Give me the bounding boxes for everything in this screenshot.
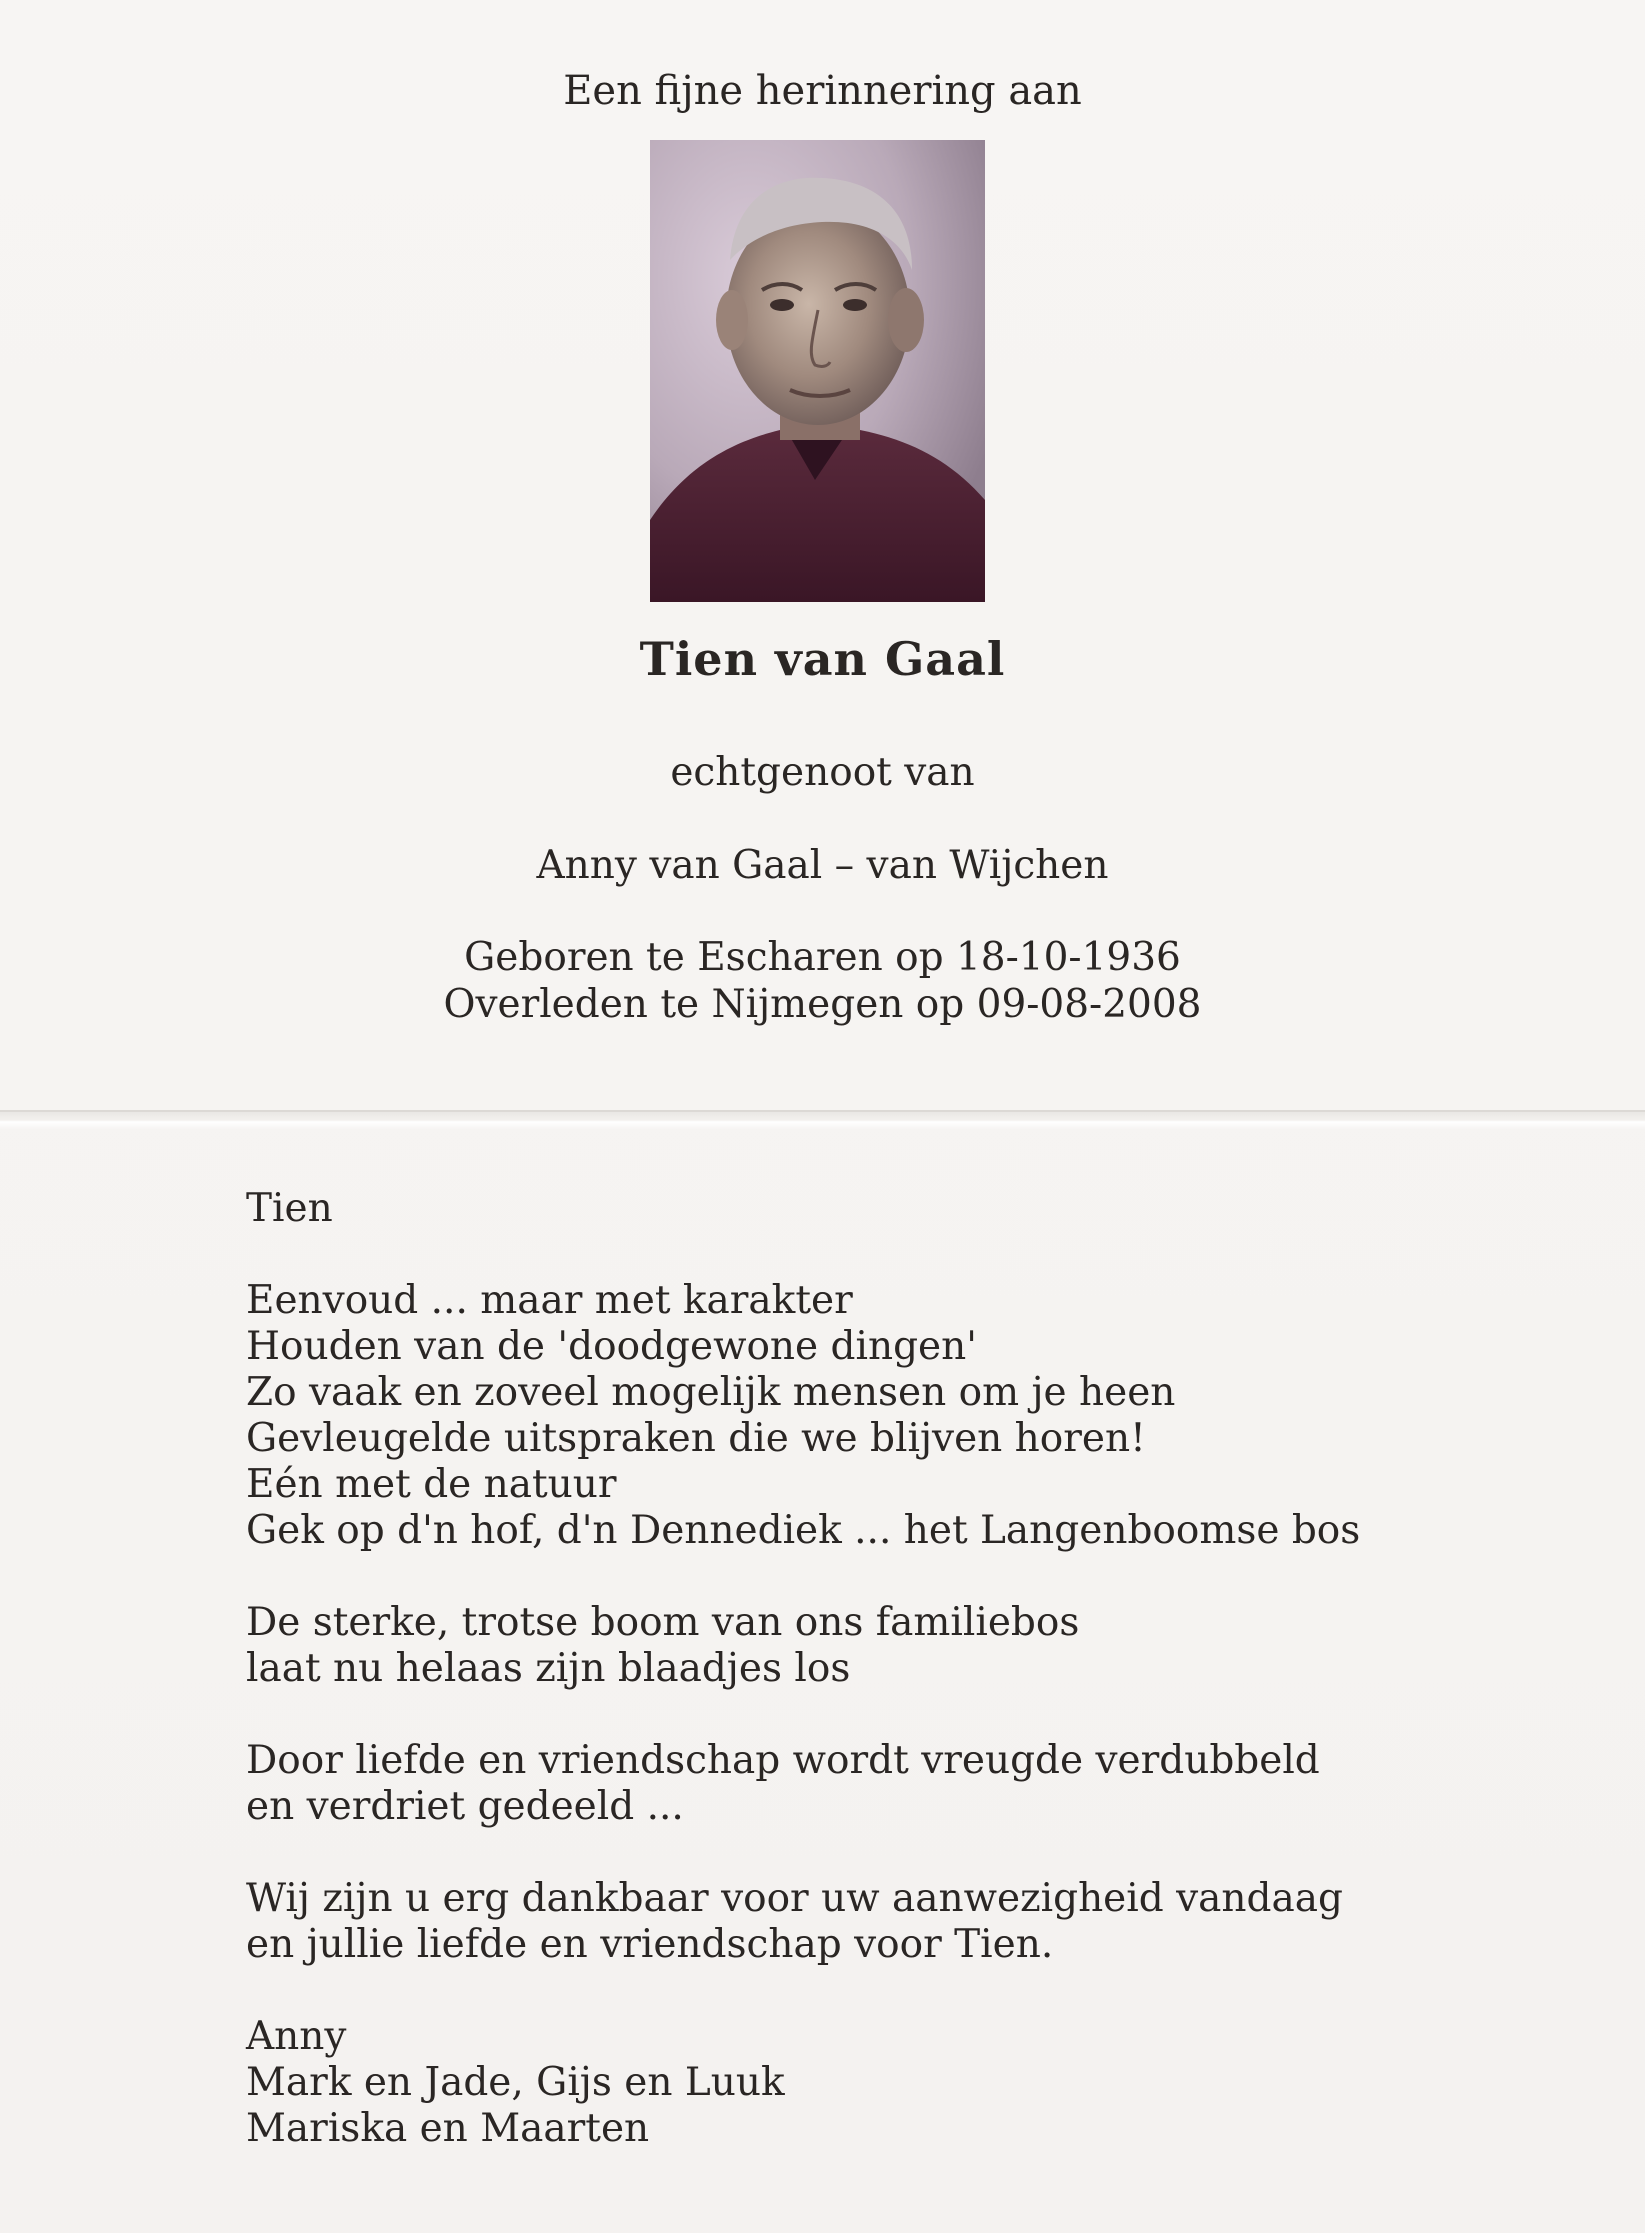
poem-line: Gek op d'n hof, d'n Dennediek ... het Langenboomse bos (246, 1508, 1361, 1553)
stanza-gap (246, 1232, 1576, 1278)
poem-line: Eenvoud ... maar met karakter (246, 1278, 853, 1323)
portrait-photo (650, 140, 985, 602)
signature-line: Mark en Jade, Gijs en Luuk (246, 2060, 785, 2105)
poem-line: en verdriet gedeeld ... (246, 1784, 684, 1829)
poem-title: Tien (246, 1186, 333, 1231)
card-front-panel (0, 0, 1645, 1110)
signature-line: Anny (246, 2014, 347, 2059)
stanza-gap (246, 1554, 1576, 1600)
stanza-gap (246, 1692, 1576, 1738)
spouse-label: echtgenoot van (670, 750, 975, 795)
portrait-illustration (650, 140, 985, 602)
birth-info: Geboren te Escharen op 18-10-1936 (464, 935, 1181, 980)
stanza-gap (246, 1968, 1576, 2014)
death-info: Overleden te Nijmegen op 09-08-2008 (443, 982, 1202, 1027)
poem-line: en jullie liefde en vriendschap voor Tien. (246, 1922, 1054, 1967)
intro-text: Een fijne herinnering aan (563, 68, 1082, 114)
stanza-gap (246, 1830, 1576, 1876)
poem-line: De sterke, trotse boom van ons familiebos (246, 1600, 1080, 1645)
poem-line: Eén met de natuur (246, 1462, 617, 1507)
poem-text (246, 1186, 1576, 2152)
poem-line: Wij zijn u erg dankbaar voor uw aanwezigheid vandaag (246, 1876, 1343, 1921)
poem-line: Houden van de 'doodgewone dingen' (246, 1324, 977, 1369)
poem-line: Gevleugelde uitspraken die we blijven horen! (246, 1416, 1146, 1461)
poem-line: Door liefde en vriendschap wordt vreugde verdubbeld (246, 1738, 1320, 1783)
card-fold-line (0, 1110, 1645, 1130)
spouse-name: Anny van Gaal – van Wijchen (536, 843, 1109, 888)
poem-line: Zo vaak en zoveel mogelijk mensen om je heen (246, 1370, 1176, 1415)
deceased-name: Tien van Gaal (639, 632, 1006, 686)
poem-line: laat nu helaas zijn blaadjes los (246, 1646, 851, 1691)
signature-line: Mariska en Maarten (246, 2106, 650, 2151)
